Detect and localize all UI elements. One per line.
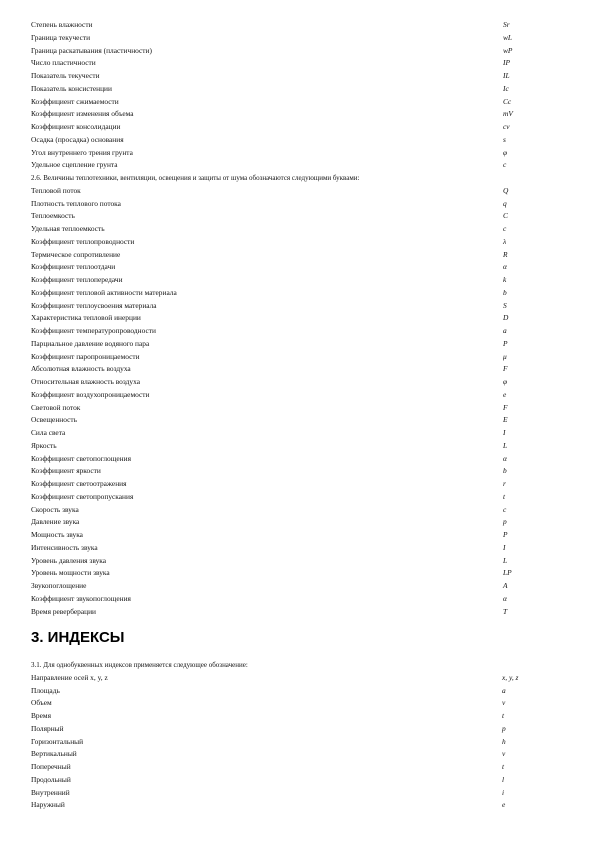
list-item <box>31 453 575 466</box>
term-label: Парциальное давление водяного пара <box>31 338 150 348</box>
list-item <box>31 685 575 698</box>
term-symbol: a <box>502 685 506 695</box>
section-note: 2.6. Величины теплотехники, вентиляции, освещения и защиты от шума обозначаются следующими буквами: <box>31 174 360 182</box>
term-label: Граница раскатывания (пластичности) <box>31 45 152 55</box>
term-symbol: D <box>503 313 509 323</box>
term-symbol: T <box>503 606 508 616</box>
term-label: Объем <box>31 698 52 708</box>
list-item <box>31 121 575 134</box>
term-symbol: IP <box>503 58 510 68</box>
term-symbol: μ <box>503 351 507 361</box>
section-heading: 3. ИНДЕКСЫ <box>31 629 125 646</box>
list-item <box>31 593 575 606</box>
list-item <box>31 236 575 249</box>
term-symbol: φ <box>503 377 508 386</box>
term-symbol: S <box>503 300 507 310</box>
list-item <box>31 516 575 529</box>
term-symbol: c <box>503 160 507 170</box>
term-label: Коэффициент консолидации <box>31 122 121 131</box>
list-item <box>31 761 575 774</box>
term-symbol: P <box>503 338 508 348</box>
term-symbol: t <box>502 762 505 771</box>
list-item <box>31 287 575 300</box>
list-item <box>31 57 575 70</box>
list-item <box>31 376 575 389</box>
term-symbol: E <box>503 415 508 425</box>
term-label: Продольный <box>31 774 71 784</box>
term-label: Время реверберации <box>31 606 97 616</box>
term-symbol: I <box>503 428 506 437</box>
list-item <box>31 83 575 96</box>
term-symbol: k <box>503 275 507 284</box>
term-symbol: α <box>503 262 507 272</box>
list-item <box>31 249 575 262</box>
list-item <box>31 351 575 364</box>
term-symbol: a <box>503 326 507 335</box>
term-label: Внутренний <box>31 787 70 797</box>
term-symbol: i <box>502 787 505 797</box>
term-symbol: C <box>503 211 508 221</box>
term-label: Плотность теплового потока <box>31 198 121 208</box>
list-item <box>31 389 575 402</box>
list-item <box>31 159 575 172</box>
term-label: Коэффициент изменения объема <box>31 109 134 119</box>
term-label: Характеристика тепловой инерции <box>31 313 141 323</box>
term-label: Осадка (просадка) основания <box>31 134 124 144</box>
term-symbol: v <box>502 698 506 708</box>
term-label: Граница текучести <box>31 32 91 42</box>
term-label: Сила света <box>31 428 66 437</box>
term-symbol: F <box>503 364 508 374</box>
term-label: Горизонтальный <box>31 736 84 746</box>
list-item <box>31 567 575 580</box>
index-list <box>31 659 575 812</box>
list-item <box>31 402 575 415</box>
list-item <box>31 799 575 812</box>
term-label: Уровень давления звука <box>31 555 107 565</box>
term-label: Относительная влажность воздуха <box>31 377 140 386</box>
term-symbol: p <box>503 517 507 527</box>
term-label: Звукопоглощение <box>31 581 87 590</box>
term-symbol: LP <box>503 568 512 578</box>
term-label: Показатель консистенции <box>31 83 112 93</box>
term-symbol: L <box>503 555 508 565</box>
list-item <box>31 672 575 685</box>
list-item <box>31 736 575 749</box>
list-item <box>31 504 575 517</box>
term-symbol: l <box>502 774 505 784</box>
list-item <box>31 363 575 376</box>
term-label: Направление осей x, y, z <box>31 672 108 682</box>
term-symbol: e <box>503 389 507 399</box>
list-item <box>31 478 575 491</box>
list-item <box>31 70 575 83</box>
term-symbol: b <box>503 287 507 297</box>
term-label: Коэффициент теплопроводности <box>31 236 135 246</box>
term-label: Уровень мощности звука <box>31 568 110 578</box>
list-item <box>31 787 575 800</box>
term-label: Скорость звука <box>31 504 79 514</box>
list-item <box>31 198 575 211</box>
term-symbol: mV <box>503 109 513 119</box>
term-symbol: Sr <box>503 20 510 29</box>
list-item <box>31 147 575 160</box>
term-symbol: Cc <box>503 96 512 106</box>
list-item <box>31 108 575 121</box>
term-label: Угол внутреннего трения грунта <box>31 147 133 157</box>
list-item <box>31 710 575 723</box>
term-symbol: wP <box>503 45 513 55</box>
term-symbol: Ic <box>503 83 509 93</box>
list-item <box>31 261 575 274</box>
term-label: Давление звука <box>31 517 80 527</box>
term-symbol: R <box>503 249 508 259</box>
term-label: Наружный <box>31 800 65 810</box>
term-label: Коэффициент сжимаемости <box>31 96 119 106</box>
term-label: Площадь <box>31 685 60 695</box>
term-label: Интенсивность звука <box>31 542 98 552</box>
term-label: Яркость <box>31 440 57 450</box>
term-label: Коэффициент теплопередачи <box>31 275 123 284</box>
term-label: Полярный <box>31 723 64 733</box>
term-symbol: φ <box>503 147 508 157</box>
term-symbol: p <box>502 723 506 733</box>
term-symbol: F <box>503 402 508 412</box>
list-item <box>31 774 575 787</box>
term-symbol: t <box>503 491 506 501</box>
list-item <box>31 185 575 198</box>
term-label: Коэффициент светопропускания <box>31 491 134 501</box>
term-symbol: A <box>503 581 508 590</box>
term-label: Коэффициент теплоусвоения материала <box>31 300 157 310</box>
list-item <box>31 300 575 313</box>
term-symbol: c <box>503 504 507 514</box>
term-symbol: α <box>503 593 507 603</box>
list-item <box>31 440 575 453</box>
term-symbol: λ <box>503 236 507 246</box>
term-label: Коэффициент паропроницаемости <box>31 351 140 361</box>
term-label: Коэффициент звукопоглощения <box>31 593 131 603</box>
term-symbol: b <box>503 466 507 476</box>
list-item <box>31 748 575 761</box>
list-item <box>31 723 575 736</box>
term-label: Коэффициент светоотражения <box>31 479 127 488</box>
list-item <box>31 325 575 338</box>
term-symbol: e <box>502 800 506 810</box>
term-label: Теплоемкость <box>31 211 75 221</box>
term-symbol: Q <box>503 185 509 195</box>
list-item <box>31 414 575 427</box>
list-item <box>31 491 575 504</box>
term-label: Вертикальный <box>31 749 77 759</box>
term-label: Освещенность <box>31 415 77 425</box>
term-label: Поперечный <box>31 762 71 771</box>
list-item <box>31 134 575 147</box>
list-item <box>31 542 575 555</box>
list-item <box>31 465 575 478</box>
list-item <box>31 32 575 45</box>
list-item <box>31 223 575 236</box>
term-symbol: IL <box>503 71 510 80</box>
list-item <box>31 312 575 325</box>
term-symbol: α <box>503 453 507 463</box>
term-symbol: q <box>503 198 507 208</box>
term-label: Мощность звука <box>31 530 83 539</box>
term-label: Степень влажности <box>31 20 93 29</box>
term-label: Коэффициент светопоглощения <box>31 453 131 463</box>
term-symbol: s <box>503 134 506 144</box>
term-symbol: L <box>503 440 508 450</box>
list-item <box>31 19 575 32</box>
list-item <box>31 45 575 58</box>
list-item <box>31 606 575 619</box>
list-item <box>31 338 575 351</box>
term-symbol: I <box>503 542 506 552</box>
term-label: Коэффициент тепловой активности материала <box>31 287 177 297</box>
list-item <box>31 555 575 568</box>
term-label: Световой поток <box>31 402 81 412</box>
symbol-list-upper <box>31 19 575 618</box>
term-label: Время <box>31 711 51 720</box>
list-item <box>31 697 575 710</box>
term-label: Удельная теплоемкость <box>31 224 105 233</box>
term-label: Число пластичности <box>31 58 96 68</box>
list-item <box>31 96 575 109</box>
term-label: Коэффициент воздухопроницаемости <box>31 389 150 399</box>
term-label: Абсолютная влажность воздуха <box>31 364 131 374</box>
term-symbol: h <box>502 736 506 746</box>
term-symbol: t <box>502 711 505 720</box>
term-label: Тепловой поток <box>31 185 81 195</box>
term-symbol: x, y, z <box>502 672 519 682</box>
term-label: Термическое сопротивление <box>31 249 121 259</box>
term-label: Коэффициент температуропроводности <box>31 326 156 335</box>
term-symbol: wL <box>503 32 513 42</box>
list-item <box>31 580 575 593</box>
list-item <box>31 210 575 223</box>
term-label: Показатель текучести <box>31 71 100 80</box>
term-label: Коэффициент яркости <box>31 466 101 476</box>
list-item <box>31 529 575 542</box>
term-symbol: P <box>503 530 508 539</box>
term-label: Удельное сцепление грунта <box>31 160 118 170</box>
term-symbol: v <box>502 749 506 759</box>
list-item <box>31 274 575 287</box>
term-symbol: cv <box>503 122 510 131</box>
section-note: 3.1. Для однобуквенных индексов применяется следующее обозначение: <box>31 661 248 669</box>
term-label: Коэффициент теплоотдачи <box>31 262 116 272</box>
term-symbol: c <box>503 224 507 233</box>
term-symbol: r <box>503 479 506 488</box>
list-item <box>31 427 575 440</box>
